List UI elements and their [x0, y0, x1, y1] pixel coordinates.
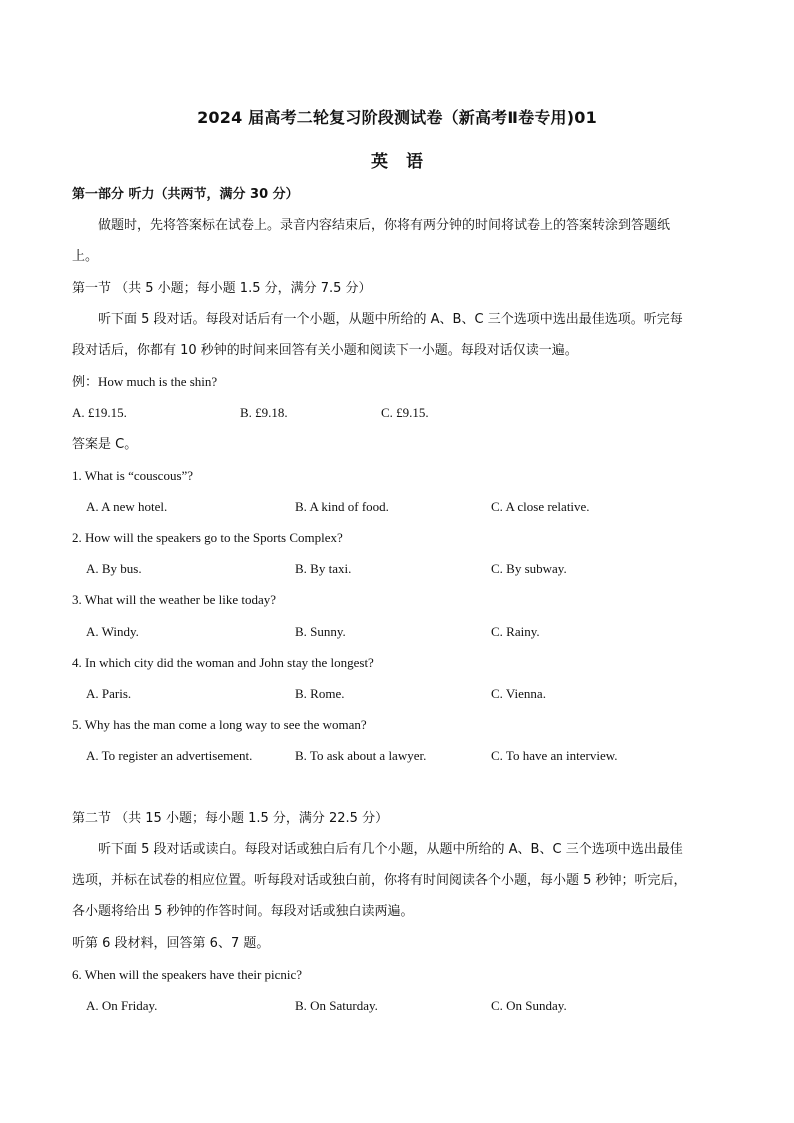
question-5-option-a: A. To register an advertisement. — [86, 748, 253, 763]
example-answer: 答案是 C。 — [72, 437, 138, 452]
question-5-option-c: C. To have an interview. — [491, 748, 618, 763]
question-3: 3. What will the weather be like today? — [72, 592, 277, 607]
question-4-option-b: B. Rome. — [295, 686, 345, 701]
part1-instructions-line2: 上。 — [72, 249, 99, 264]
question-1-option-c: C. A close relative. — [491, 499, 590, 514]
part1-instructions-line1: 做题时，先将答案标在试卷上。录音内容结束后，你将有两分钟的时间将试卷上的答案转涂到答题纸 — [98, 218, 671, 233]
section2-material-note: 听第 6 段材料，回答第 6、7 题。 — [72, 936, 270, 951]
example-option-b: B. £9.18. — [240, 405, 288, 420]
example-option-c: C. £9.15. — [381, 405, 429, 420]
question-4-option-c: C. Vienna. — [491, 686, 546, 701]
question-2-option-c: C. By subway. — [491, 561, 567, 576]
section1-heading: 第一节 （共 5 小题；每小题 1.5 分，满分 7.5 分） — [72, 281, 372, 296]
section2-heading: 第二节 （共 15 小题；每小题 1.5 分，满分 22.5 分） — [72, 811, 389, 826]
question-5: 5. Why has the man come a long way to see the woman? — [72, 717, 367, 732]
question-1: 1. What is “couscous”? — [72, 468, 194, 483]
example-question: 例：How much is the shin? — [72, 374, 218, 389]
question-6-option-a: A. On Friday. — [86, 998, 158, 1013]
section2-instructions-line2: 选项，并标在试卷的相应位置。听每段对话或独白前，你将有时间阅读各个小题，每小题 5 秒钟；听完后， — [72, 873, 687, 888]
question-2-option-b: B. By taxi. — [295, 561, 352, 576]
question-1-option-b: B. A kind of food. — [295, 499, 389, 514]
question-4: 4. In which city did the woman and John stay the longest? — [72, 655, 374, 670]
example-option-a: A. £19.15. — [72, 405, 127, 420]
question-1-option-a: A. A new hotel. — [86, 499, 168, 514]
section1-instructions-line1: 听下面 5 段对话。每段对话后有一个小题，从题中所给的 A、B、C 三个选项中选出最佳选项。听完每 — [98, 312, 683, 327]
question-6-option-b: B. On Saturday. — [295, 998, 378, 1013]
section2-instructions-line3: 各小题将给出 5 秒钟的作答时间。每段对话或独白读两遍。 — [72, 904, 414, 919]
part1-heading: 第一部分 听力（共两节，满分 30 分） — [72, 187, 299, 202]
subject-title: 英语 — [371, 152, 441, 172]
question-6: 6. When will the speakers have their picnic? — [72, 967, 303, 982]
question-3-option-c: C. Rainy. — [491, 624, 540, 639]
section2-instructions-line1: 听下面 5 段对话或读白。每段对话或独白后有几个小题，从题中所给的 A、B、C 三个选项中选出最佳 — [98, 842, 683, 857]
page-title: 2024 届高考二轮复习阶段测试卷（新高考Ⅱ卷专用)01 — [197, 108, 597, 127]
question-3-option-a: A. Windy. — [86, 624, 139, 639]
question-5-option-b: B. To ask about a lawyer. — [295, 748, 427, 763]
section1-instructions-line2: 段对话后，你都有 10 秒钟的时间来回答有关小题和阅读下一小题。每段对话仅读一遍。 — [72, 343, 578, 358]
question-4-option-a: A. Paris. — [86, 686, 132, 701]
question-2-option-a: A. By bus. — [86, 561, 142, 576]
question-3-option-b: B. Sunny. — [295, 624, 346, 639]
question-6-option-c: C. On Sunday. — [491, 998, 567, 1013]
question-2: 2. How will the speakers go to the Sports Complex? — [72, 530, 343, 545]
